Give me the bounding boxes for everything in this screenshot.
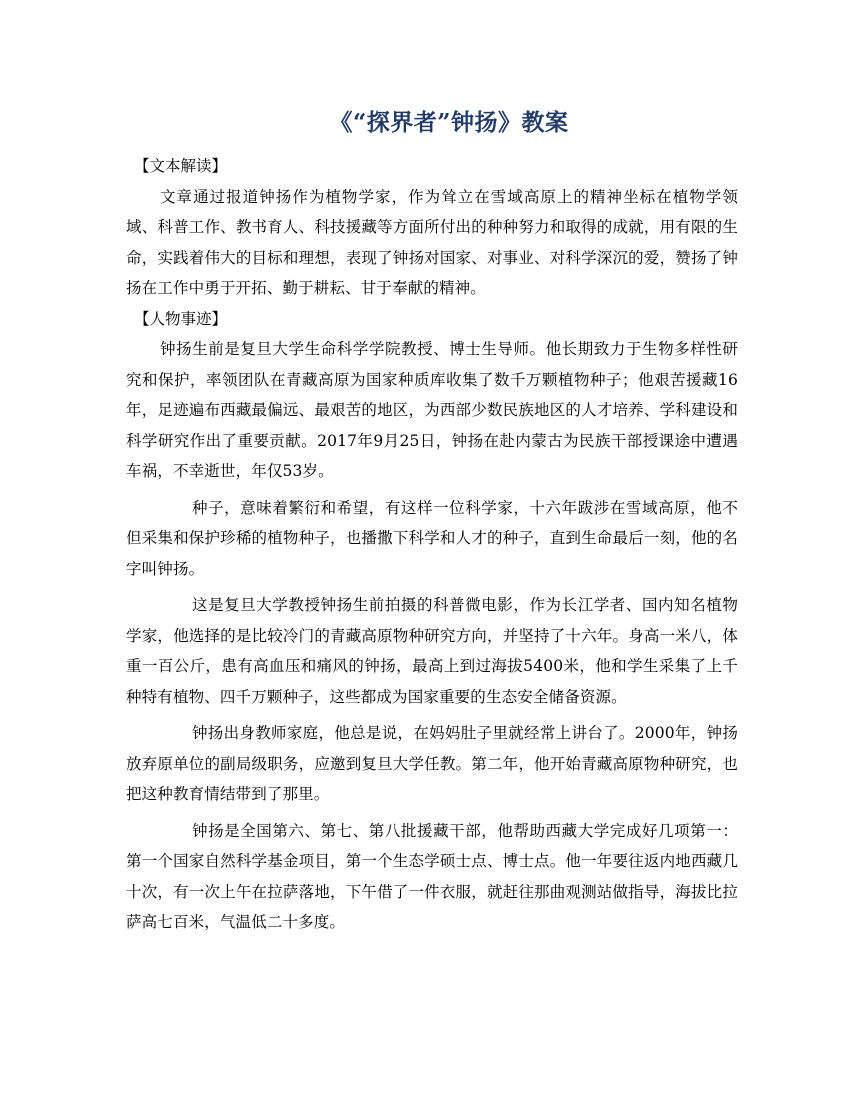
section-heading-text-reading: 【文本解读】 [134,157,228,175]
document-title: 《“探界者”钟扬》教案 [329,109,569,136]
paragraph-deeds-3: 这是复旦大学教授钟扬生前拍摄的科普微电影，作为长江学者、国内知名植物学家，他选择的是比较冷门的青藏高原物种研究方向，并坚持了十六年。身高一米八，体重一百公斤，患有高血压和痛风的钟扬，最高上到过海拔5400米，他和学生采集了上千种特有植物、四千万颗种子，这些都成为国家重要的生态安全储备资源。 [126,596,738,706]
document-page [126,103,738,938]
paragraph-deeds-1: 钟扬生前是复旦大学生命科学学院教授、博士生导师。他长期致力于生物多样性研究和保护，率领团队在青藏高原为国家种质库收集了数千万颗植物种子；他艰苦援藏16年，足迹遍布西藏最偏远、最艰苦的地区，为西部少数民族地区的人才培养、学科建设和科学研究作出了重要贡献。2017年9月25日，钟扬在赴内蒙古为民族干部授课途中遭遇车祸，不幸逝世，年仅53岁。 [126,340,738,480]
paragraph-deeds-4: 钟扬出身教师家庭，他总是说，在妈妈肚子里就经常上讲台了。2000年，钟扬放弃原单位的副局级职务，应邀到复旦大学任教。第二年，他开始青藏高原物种研究，也把这种教育情结带到了那里。 [126,724,738,803]
paragraph-deeds-5: 钟扬是全国第六、第七、第八批援藏干部，他帮助西藏大学完成好几项第一：第一个国家自然科学基金项目，第一个生态学硕士点、博士点。他一年要往返内地西藏几十次，有一次上午在拉萨落地，下午借了一件衣服，就赶往那曲观测站做指导，海拔比拉萨高七百米，气温低二十多度。 [126,821,738,931]
section-heading-deeds: 【人物事迹】 [134,309,228,328]
paragraph-deeds-2: 种子，意味着繁衍和希望，有这样一位科学家，十六年跋涉在雪域高原，他不但采集和保护珍稀的植物种子，也播撒下科学和人才的种子，直到生命最后一刻，他的名字叫钟扬。 [126,498,738,578]
paragraph-text-reading: 文章通过报道钟扬作为植物学家，作为耸立在雪域高原上的精神坐标在植物学领域、科普工作、教书育人、科技援藏等方面所付出的种种努力和取得的成就，用有限的生命，实践着伟大的目标和理想，表现了钟扬对国家、对事业、对科学深沉的爱，赞扬了钟扬在工作中勇于开拓、勤于耕耘、甘于奉献的精神。 [126,187,738,297]
